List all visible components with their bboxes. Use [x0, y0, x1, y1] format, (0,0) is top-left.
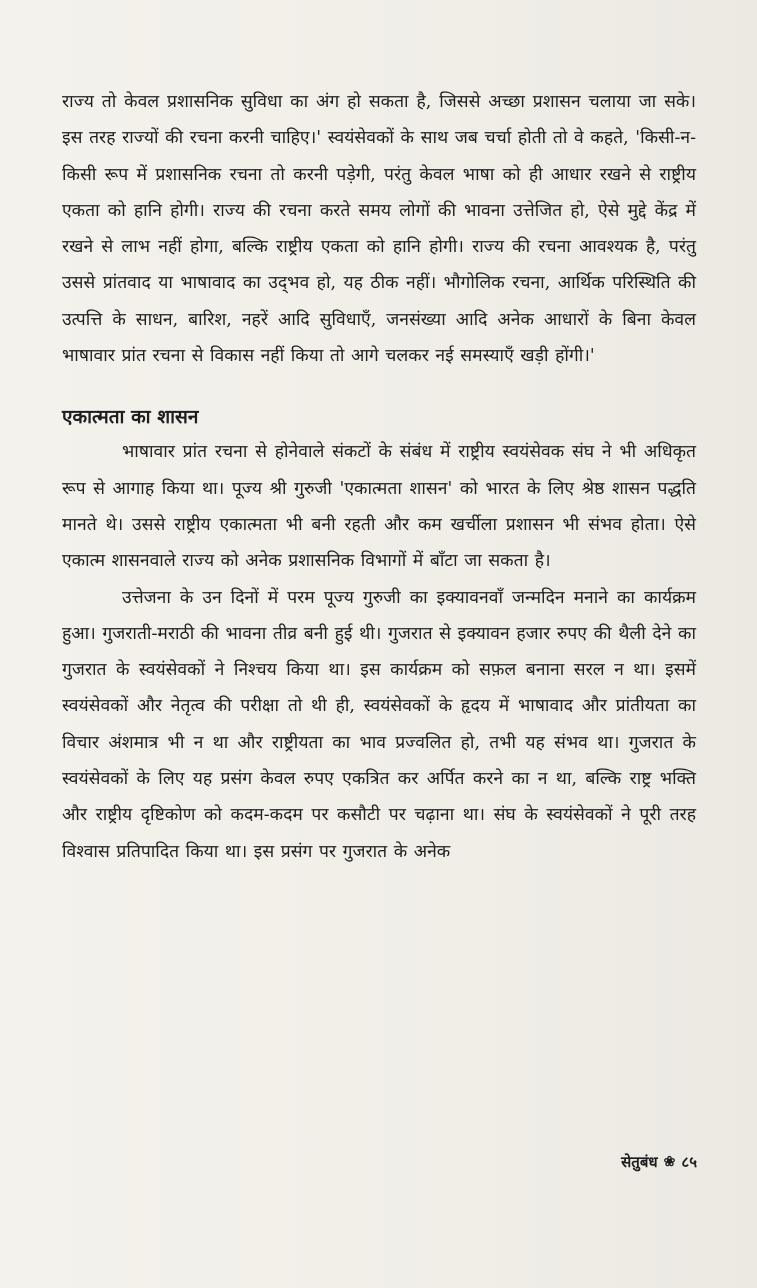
paragraph-3: उत्तेजना के उन दिनों में परम पूज्य गुरुजी का इक्यावनवाँ जन्मदिन मनाने का कार्यक्रम हुआ। गुजराती-मराठी की भावना तीव्र बनी हुई थी। गुजरात से इक्यावन हजार रुपए की थैली देने का गुजरात के स्वयंसेवकों ने निश्चय किया था। इस कार्यक्रम को सफ़ल बनाना सरल न था। इसमें स्वयंसेवकों और नेतृत्व की परीक्षा तो थी ही, स्वयंसेवकों के हृदय में भाषावाद और प्रांतीयता का विचार अंशमात्र भी न था और राष्ट्रीयता का भाव प्रज्वलित हो, तभी यह संभव था। गुजरात के स्वयंसेवकों के लिए यह प्रसंग केवल रुपए एकत्रित कर अर्पित करने का न था, बल्कि राष्ट्र भक्ति और राष्ट्रीय दृष्टिकोण को कदम-कदम पर कसौटी पर चढ़ाना था। संघ के स्वयंसेवकों ने पूरी तरह विश्वास प्रतिपादित किया था। इस प्रसंग पर गुजरात के अनेक — [62, 587, 697, 862]
paragraph-2: भाषावार प्रांत रचना से होनेवाले संकटों के संबंध में राष्ट्रीय स्वयंसेवक संघ ने भी अधिकृत रूप से आगाह किया था। पूज्य श्री गुरुजी 'एकात्मता शासन' को भारत के लिए श्रेष्ठ शासन पद्धति मानते थे। उससे राष्ट्रीय एकात्मता भी बनी रहती और कम खर्चीला प्रशासन भी संभव होता। ऐसे एकात्म शासनवाले राज्य को अनेक प्रशासनिक विभागों में बाँटा जा सकता है। — [62, 442, 696, 572]
page-footer — [621, 1152, 697, 1172]
section-heading: एकात्मता का शासन — [62, 406, 199, 429]
paragraph-1: राज्य तो केवल प्रशासनिक सुविधा का अंग हो सकता है, जिससे अच्छा प्रशासन चलाया जा सके। इस तरह राज्यों की रचना करनी चाहिए।' स्वयंसेवकों के साथ जब चर्चा होती तो वे कहते, 'किसी-न-किसी रूप में प्रशासनिक रचना तो करनी पड़ेगी, परंतु केवल भाषा को ही आधार रखने से राष्ट्रीय एकता को हानि होगी। राज्य की रचना करते समय लोगों की भावना उत्तेजित हो, ऐसे मुद्दे केंद्र में रखने से लाभ नहीं होगा, बल्कि राष्ट्रीय एकता को हानि होगी। राज्य की रचना आवश्यक है, परंतु उससे प्रांतवाद या भाषावाद का उद्‌भव हो, यह ठीक नहीं। भौगोलिक रचना, आर्थिक परिस्थिति की उत्पत्ति के साधन, बारिश, नहरें आदि सुविधाएँ, जनसंख्या आदि अनेक आधारों के बिना केवल भाषावार प्रांत रचना से विकास नहीं किया तो आगे चलकर नई समस्याएँ खड़ी होंगी।' — [62, 92, 697, 367]
book-title: सेतुबंध — [621, 1153, 658, 1171]
flower-ornament-icon: ❀ — [663, 1154, 676, 1170]
page-number: ८५ — [681, 1153, 697, 1171]
page-content — [62, 84, 696, 870]
